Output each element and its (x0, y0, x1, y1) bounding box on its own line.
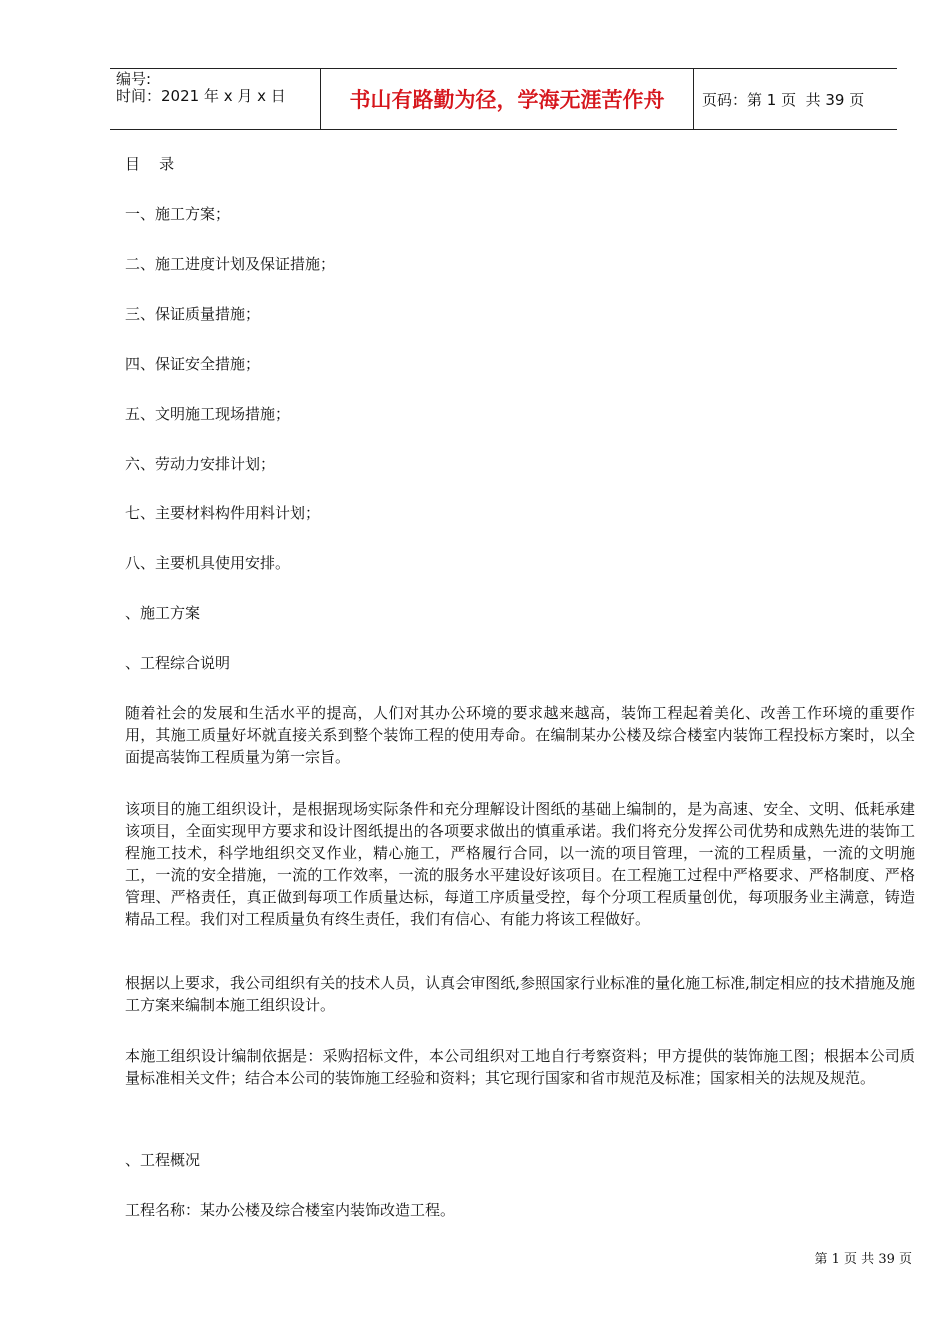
paragraph (125, 1045, 915, 1089)
header-meta (110, 69, 321, 129)
paragraph-text: 根据以上要求，我公司组织有关的技术人员，认真会审图纸,参照国家行业标准的量化施工标准,制定相应的技术措施及施工方案来编制本施工组织设计。 (125, 974, 915, 1014)
toc-item: 二、施工进度计划及保证措施； (125, 255, 336, 273)
paragraph-text: 本施工组织设计编制依据是：采购招标文件，本公司组织对工地自行考察资料；甲方提供的装饰施工图；根据本公司质量标准相关文件；结合本公司的装饰施工经验和资料；其它现行国家和省市规范及标准；国家相关的法规及规范。 (125, 1047, 915, 1087)
toc-item: 一、施工方案； (125, 205, 231, 223)
toc-item: 七、主要材料构件用料计划； (125, 504, 321, 522)
page-header (110, 68, 897, 130)
document-number-label: 编号: (116, 70, 152, 88)
paragraph (125, 972, 915, 1016)
section-heading: 、工程综合说明 (125, 654, 231, 672)
paragraph-text: 工程名称：某办公楼及综合楼室内装饰改造工程。 (125, 1201, 456, 1219)
toc-item: 六、劳动力安排计划； (125, 455, 276, 473)
paragraph (125, 798, 915, 930)
section-heading: 、工程概况 (125, 1151, 201, 1169)
page-footer: 第 1 页 共 39 页 (814, 1252, 912, 1267)
toc-item: 五、文明施工现场措施； (125, 405, 291, 423)
paragraph (125, 702, 915, 768)
toc-title: 目 录 (125, 155, 175, 173)
header-motto: 书山有路勤为径，学海无涯苦作舟 (321, 69, 694, 129)
toc-item: 四、保证安全措施； (125, 355, 261, 373)
toc-item: 八、主要机具使用安排。 (125, 554, 291, 572)
header-page-label: 页码：第 1 页 共 39 页 (702, 90, 865, 109)
document-time-label: 时间：2021 年 x 月 x 日 (116, 87, 286, 105)
paragraph-text: 随着社会的发展和生活水平的提高，人们对其办公环境的要求越来越高，装饰工程起着美化、改善工作环境的重要作用，其施工质量好坏就直接关系到整个装饰工程的使用寿命。在编制某办公楼及综合楼室内装饰工程投标方案时，以全面提高装饰工程质量为第一宗旨。 (125, 704, 915, 766)
paragraph-text: 该项目的施工组织设计，是根据现场实际条件和充分理解设计图纸的基础上编制的，是为高速、安全、文明、低耗承建该项目，全面实现甲方要求和设计图纸提出的各项要求做出的慎重承诺。我们将充分发挥公司优势和成熟先进的装饰工程施工技术，科学地组织交叉作业，精心施工，严格履行合同，以一流的项目管理，一流的工程质量，一流的文明施工，一流的安全措施，一流的工作效率，一流的服务水平建设好该项目。在工程施工过程中严格要求、严格制度、严格管理、严格责任，真正做到每项工作质量达标，每道工序质量受控，每个分项工程质量创优，每项服务业主满意，铸造精品工程。我们对工程质量负有终生责任，我们有信心、有能力将该工程做好。 (125, 800, 915, 928)
header-page-info (694, 69, 897, 129)
toc-item: 三、保证质量措施； (125, 305, 261, 323)
section-heading: 、施工方案 (125, 604, 201, 622)
